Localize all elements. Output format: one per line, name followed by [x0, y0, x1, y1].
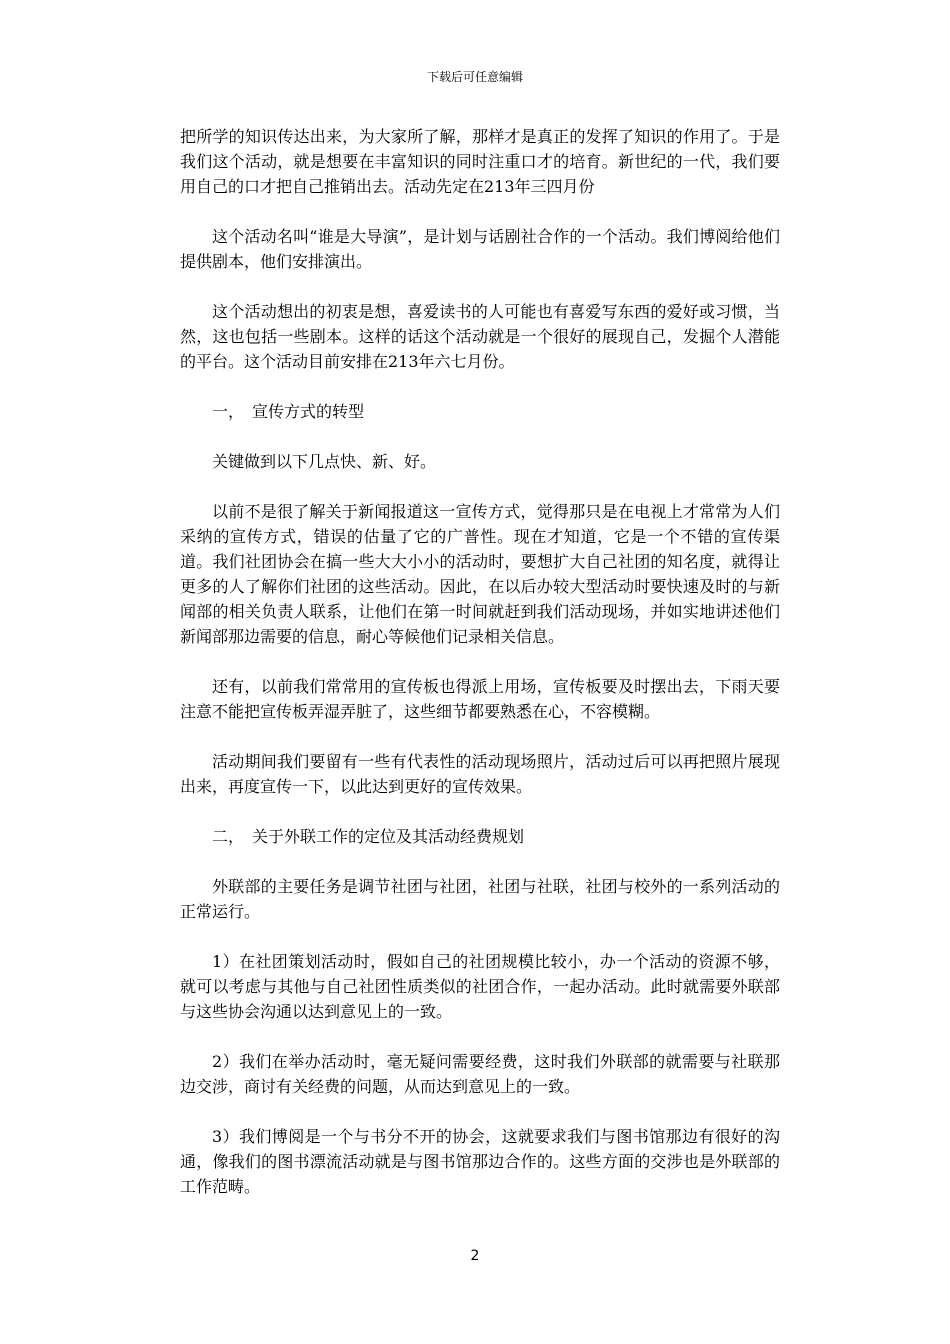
section-heading-liaison: 二， 关于外联工作的定位及其活动经费规划: [212, 827, 525, 846]
list-item-3: 3）我们博阅是一个与书分不开的协会，这就要求我们与图书馆那边有很好的沟通，像我们的图书漂流活动就是与图书馆那边合作的。这些方面的交涉也是外联部的工作范畴。: [180, 1127, 780, 1196]
list-item-1: 1）在社团策划活动时，假如自己的社团规模比较小，办一个活动的资源不够，就可以考虑与其他与自己社团性质类似的社团合作，一起办活动。此时就需要外联部与这些协会沟通以达到意见上的一致。: [180, 952, 780, 1021]
paragraph-director-activity: 这个活动名叫“谁是大导演”，是计划与话剧社合作的一个活动。我们博阅给他们提供剧本，他们安排演出。: [180, 227, 780, 271]
list-item-2: 2）我们在举办活动时，毫无疑问需要经费，这时我们外联部的就需要与社联那边交涉，商讨有关经费的问题，从而达到意见上的一致。: [180, 1052, 780, 1096]
page-header: 下载后可任意编辑: [426, 70, 523, 84]
paragraph-photos: 活动期间我们要留有一些有代表性的活动现场照片，活动过后可以再把照片展现出来，再度宣传一下，以此达到更好的宣传效果。: [180, 752, 780, 796]
paragraph-activity-purpose: 这个活动想出的初衷是想，喜爱读书的人可能也有喜爱写东西的爱好或习惯，当然，这也包括一些剧本。这样的话这个活动就是一个很好的展现自己，发掘个人潜能的平台。这个活动目前安排在213年六七月份。: [180, 302, 780, 371]
page-number: 2: [470, 1248, 480, 1264]
paragraph-liaison-task: 外联部的主要任务是调节社团与社团，社团与社联，社团与校外的一系列活动的正常运行。: [180, 877, 780, 921]
document-body: [180, 124, 780, 1224]
paragraph-news-report: 以前不是很了解关于新闻报道这一宣传方式，觉得那只是在电视上才常常为人们采纳的宣传方式，错误的估量了它的广普性。现在才知道，它是一个不错的宣传渠道。我们社团协会在搞一些大大小小的活动时，要想扩大自己社团的知名度，就得让更多的人了解你们社团的这些活动。因此，在以后办较大型活动时要快速及时的与新闻部的相关负责人联系，让他们在第一时间就赶到我们活动现场，并如实地讲述他们新闻部那边需要的信息，耐心等候他们记录相关信息。: [180, 502, 780, 646]
paragraph-intro: 把所学的知识传达出来，为大家所了解，那样才是真正的发挥了知识的作用了。于是我们这个活动，就是想要在丰富知识的同时注重口才的培育。新世纪的一代，我们要用自己的口才把自己推销出去。活动先定在213年三四月份: [180, 127, 780, 196]
section-heading-publicity: 一， 宣传方式的转型: [212, 402, 365, 421]
paragraph-publicity-board: 还有，以前我们常常用的宣传板也得派上用场，宣传板要及时摆出去，下雨天要注意不能把宣传板弄湿弄脏了，这些细节都要熟悉在心，不容模糊。: [180, 677, 780, 721]
paragraph-key-points: 关键做到以下几点快、新、好。: [212, 452, 437, 471]
